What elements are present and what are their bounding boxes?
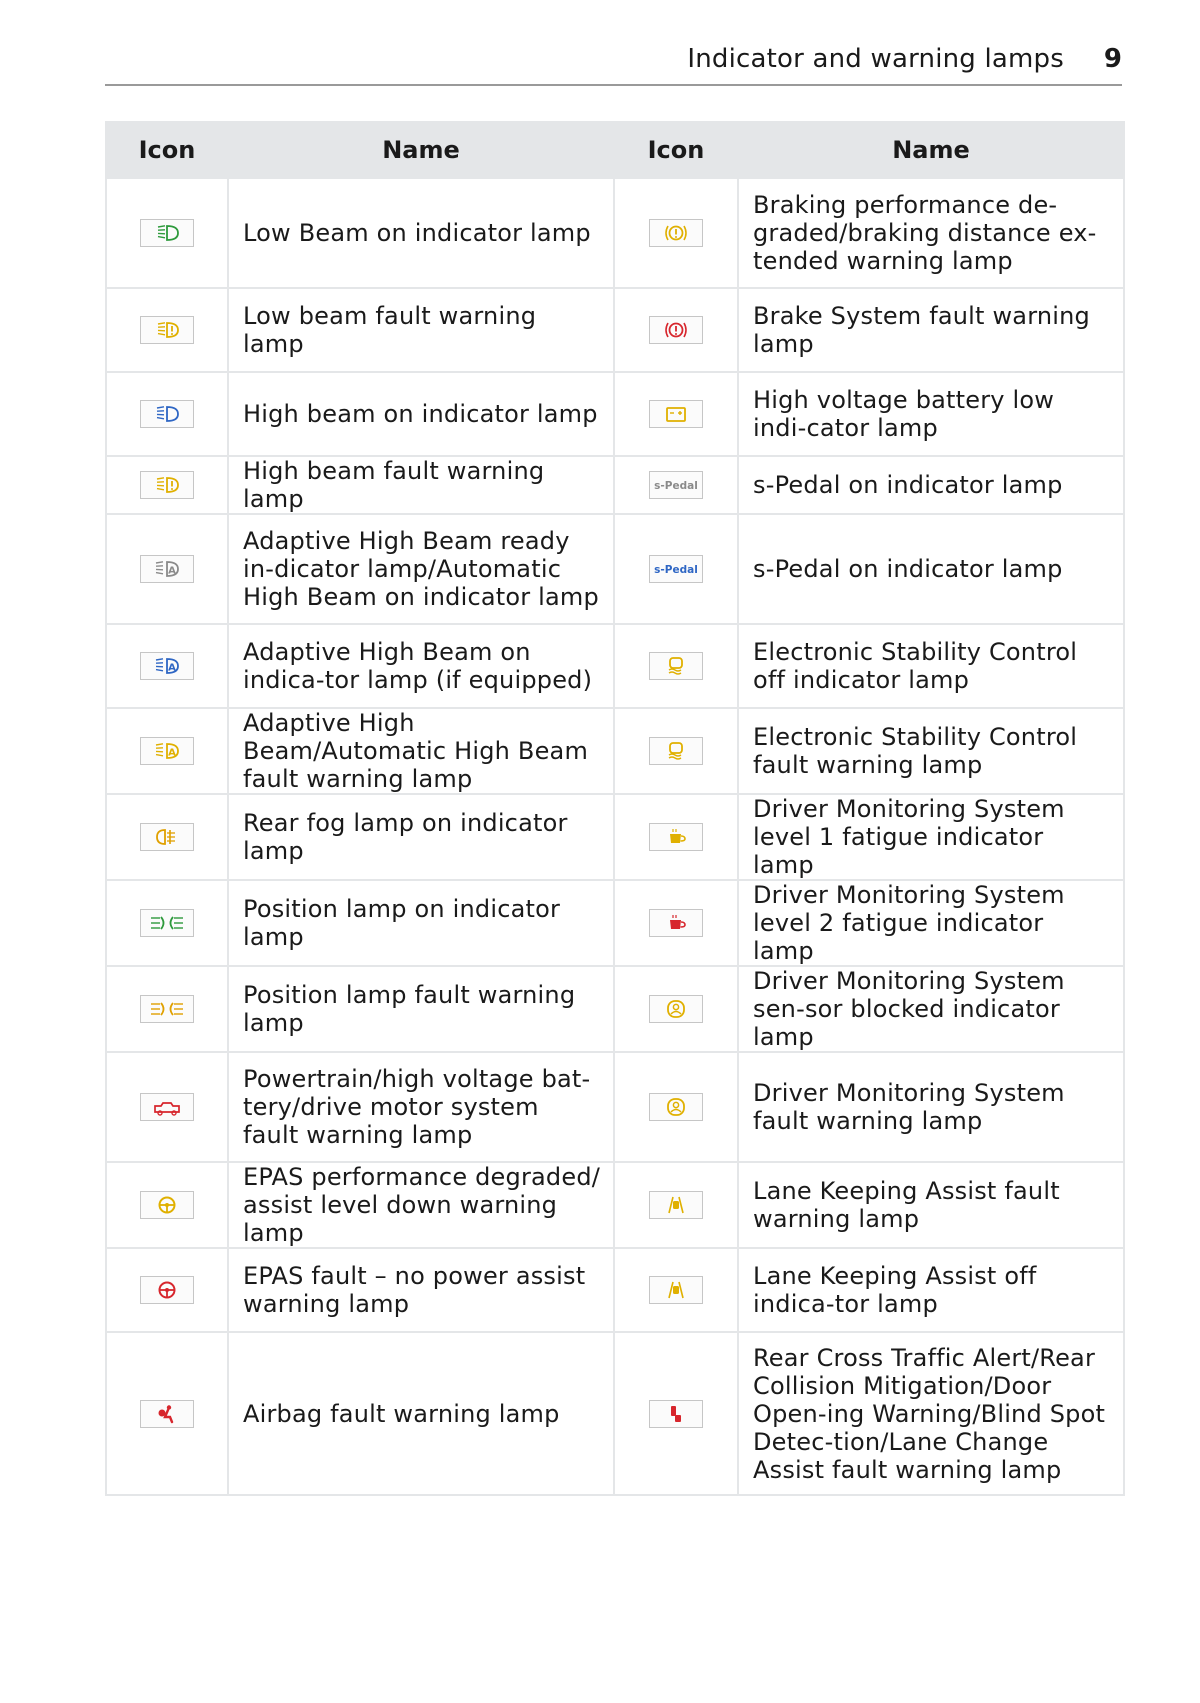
adaptive-high-beam-on-icon — [140, 652, 194, 680]
icon-cell — [106, 372, 228, 456]
icon-cell — [106, 794, 228, 880]
icon-cell — [614, 456, 738, 514]
icon-cell — [106, 1332, 228, 1495]
icon-cell — [614, 794, 738, 880]
adaptive-high-beam-ready-icon — [140, 555, 194, 583]
icon-cell — [614, 178, 738, 288]
table-row — [106, 624, 1124, 708]
icon-cell — [106, 514, 228, 624]
lamp-name: EPAS fault – no power assist warning lamp — [228, 1248, 614, 1332]
table-row — [106, 1052, 1124, 1162]
svg-text:A: A — [168, 565, 176, 577]
lamp-name: Braking performance de-graded/braking distance ex-tended warning lamp — [738, 178, 1124, 288]
icon-cell — [106, 966, 228, 1052]
table-row — [106, 1332, 1124, 1495]
table-row — [106, 794, 1124, 880]
icon-cell — [614, 514, 738, 624]
dms-level2-fatigue-icon — [649, 909, 703, 937]
section-title: Indicator and warning lamps — [687, 44, 1064, 74]
lamp-name: High beam on indicator lamp — [228, 372, 614, 456]
lamp-name: Lane Keeping Assist fault warning lamp — [738, 1162, 1124, 1248]
low-beam-fault-icon — [140, 316, 194, 344]
powertrain-fault-icon — [140, 1093, 194, 1121]
lamp-name: Electronic Stability Control off indicator lamp — [738, 624, 1124, 708]
dms-level1-fatigue-icon — [649, 823, 703, 851]
rcta-bsd-fault-icon — [649, 1400, 703, 1428]
lamp-name: s-Pedal on indicator lamp — [738, 456, 1124, 514]
column-header-name: Name — [738, 122, 1124, 178]
position-lamp-on-icon — [140, 909, 194, 937]
svg-text:A: A — [168, 662, 176, 674]
rear-fog-lamp-icon — [140, 823, 194, 851]
svg-text:s-Pedal: s-Pedal — [654, 564, 698, 576]
icon-cell — [106, 1052, 228, 1162]
position-lamp-fault-icon — [140, 995, 194, 1023]
lamp-name: Adaptive High Beam ready in-dicator lamp/Automatic High Beam on indicator lamp — [228, 514, 614, 624]
lamp-name: High voltage battery low indi-cator lamp — [738, 372, 1124, 456]
esc-off-icon — [649, 652, 703, 680]
table-row — [106, 966, 1124, 1052]
icon-cell — [106, 880, 228, 966]
table-row — [106, 372, 1124, 456]
lamp-name: Low beam fault warning lamp — [228, 288, 614, 372]
svg-text:A: A — [168, 747, 176, 759]
lamp-name: Position lamp on indicator lamp — [228, 880, 614, 966]
lamp-name: Driver Monitoring System level 2 fatigue indicator lamp — [738, 880, 1124, 966]
high-beam-on-icon — [140, 400, 194, 428]
column-header-icon: Icon — [106, 122, 228, 178]
icon-cell — [106, 456, 228, 514]
column-header-name: Name — [228, 122, 614, 178]
icon-cell — [106, 1248, 228, 1332]
dms-fault-icon — [649, 1093, 703, 1121]
lamp-name: Adaptive High Beam on indica-tor lamp (if equipped) — [228, 624, 614, 708]
icon-cell — [614, 1332, 738, 1495]
table-row — [106, 1162, 1124, 1248]
table-row — [106, 880, 1124, 966]
lamp-name: EPAS performance degraded/ assist level down warning lamp — [228, 1162, 614, 1248]
lamp-name: Brake System fault warning lamp — [738, 288, 1124, 372]
high-beam-fault-icon — [140, 471, 194, 499]
esc-fault-icon — [649, 737, 703, 765]
icon-cell — [614, 966, 738, 1052]
low-beam-on-icon — [140, 219, 194, 247]
lamp-name: Rear fog lamp on indicator lamp — [228, 794, 614, 880]
lamp-name: s-Pedal on indicator lamp — [738, 514, 1124, 624]
icon-cell — [614, 880, 738, 966]
table-header-row — [106, 122, 1124, 178]
lane-keeping-fault-icon — [649, 1191, 703, 1219]
lamp-name: Driver Monitoring System fault warning lamp — [738, 1052, 1124, 1162]
icon-cell — [614, 372, 738, 456]
icon-cell — [106, 288, 228, 372]
lamp-name: Electronic Stability Control fault warning lamp — [738, 708, 1124, 794]
icon-cell — [106, 708, 228, 794]
lamp-name: Driver Monitoring System level 1 fatigue indicator lamp — [738, 794, 1124, 880]
airbag-fault-icon — [140, 1400, 194, 1428]
lamp-name: Adaptive High Beam/Automatic High Beam fault warning lamp — [228, 708, 614, 794]
brake-system-fault-icon — [649, 316, 703, 344]
lamp-name: Position lamp fault warning lamp — [228, 966, 614, 1052]
lamp-name: High beam fault warning lamp — [228, 456, 614, 514]
icon-cell — [614, 1162, 738, 1248]
page-number: 9 — [1103, 44, 1122, 74]
icon-cell — [106, 624, 228, 708]
lamp-name: Driver Monitoring System sen-sor blocked indicator lamp — [738, 966, 1124, 1052]
s-pedal-blue-icon — [649, 555, 703, 583]
icon-cell — [614, 288, 738, 372]
table-row — [106, 456, 1124, 514]
page-header — [105, 40, 1122, 86]
table-row — [106, 288, 1124, 372]
braking-performance-degraded-icon — [649, 219, 703, 247]
icon-cell — [614, 624, 738, 708]
lamp-name: Powertrain/high voltage bat-tery/drive motor system fault warning lamp — [228, 1052, 614, 1162]
lamp-name: Rear Cross Traffic Alert/Rear Collision Mitigation/Door Open-ing Warning/Blind Spot Detec-tion/Lane Change Assist fault warning lamp — [738, 1332, 1124, 1495]
adaptive-high-beam-fault-icon — [140, 737, 194, 765]
lane-keeping-off-icon — [649, 1276, 703, 1304]
icon-cell — [614, 1248, 738, 1332]
lamp-name: Low Beam on indicator lamp — [228, 178, 614, 288]
icon-cell — [106, 1162, 228, 1248]
svg-text:s-Pedal: s-Pedal — [654, 480, 698, 492]
lamp-name: Lane Keeping Assist off indica-tor lamp — [738, 1248, 1124, 1332]
lamp-name: Airbag fault warning lamp — [228, 1332, 614, 1495]
icon-cell — [614, 708, 738, 794]
s-pedal-grey-icon — [649, 471, 703, 499]
icon-cell — [614, 1052, 738, 1162]
dms-sensor-blocked-icon — [649, 995, 703, 1023]
table-row — [106, 514, 1124, 624]
indicator-lamp-table — [105, 121, 1125, 1496]
table-row — [106, 178, 1124, 288]
table-row — [106, 708, 1124, 794]
column-header-icon: Icon — [614, 122, 738, 178]
epas-degraded-icon — [140, 1191, 194, 1219]
epas-fault-icon — [140, 1276, 194, 1304]
icon-cell — [106, 178, 228, 288]
hv-battery-low-icon — [649, 400, 703, 428]
table-row — [106, 1248, 1124, 1332]
